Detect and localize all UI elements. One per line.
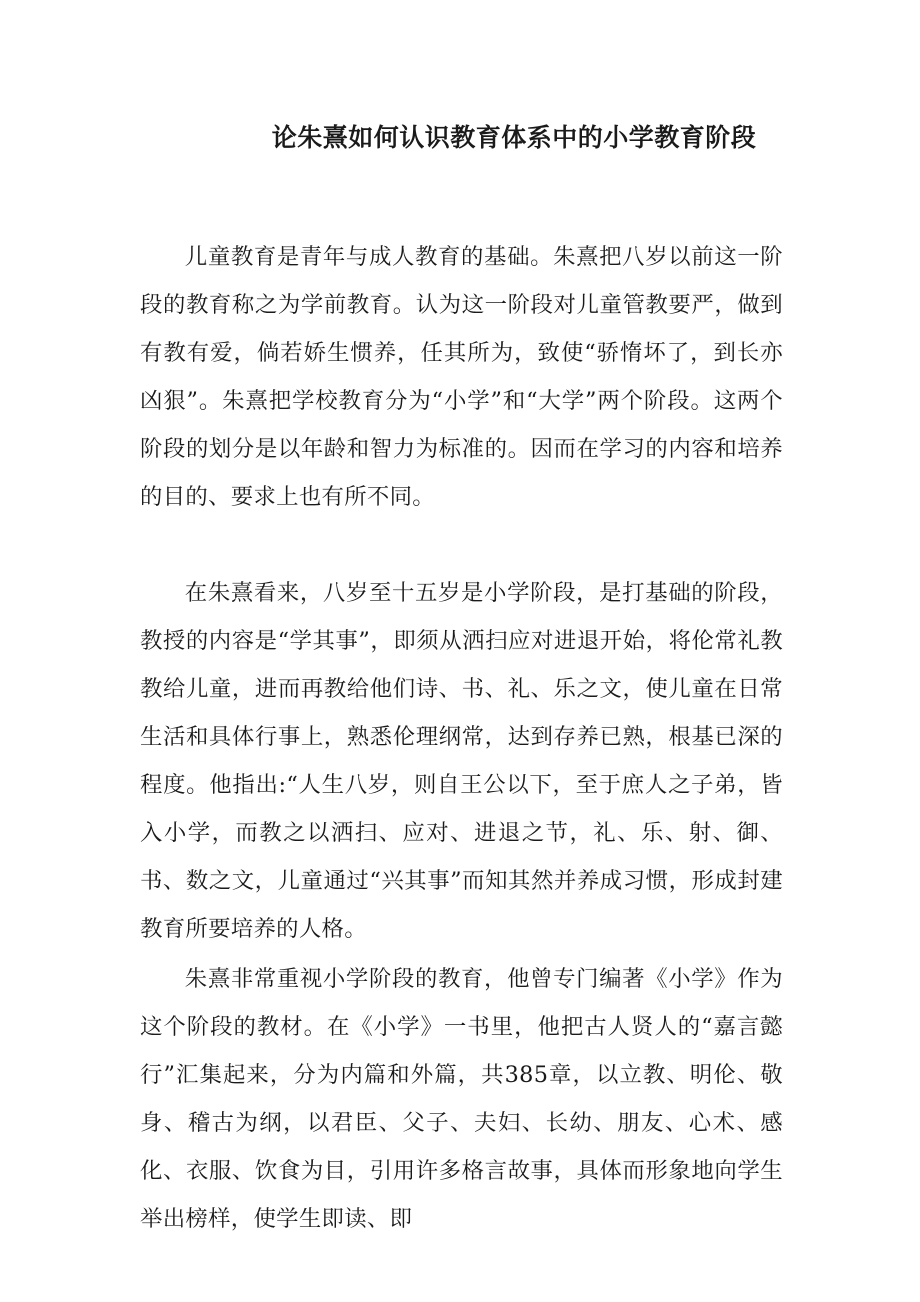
paragraph-2: 在朱熹看来，八岁至十五岁是小学阶段，是打基础的阶段，教授的内容是“学其事”，即须从洒扫应对进退开始，将伦常礼教教给儿童，进而再教给他们诗、书、礼、乐之文，使儿童在日常生活和具体行事上，熟悉伦理纲常，达到存养已熟，根基已深的程度。他指出:“人生八岁，则自王公以下，至于庶人之子弟，皆入小学，而教之以洒扫、应对、进退之节，礼、乐、射、御、书、数之文，儿童通过“兴其事”而知其然并养成习惯，形成封建教育所要培养的人格。: [140, 580, 783, 942]
paragraph-3: 朱熹非常重视小学阶段的教育，他曾专门编著《小学》作为这个阶段的教材。在《小学》一书里，他把古人贤人的“嘉言懿行”汇集起来，分为内篇和外篇，共385章，以立教、明伦、敬身、稽古为纲，以君臣、父子、夫妇、长幼、朋友、心术、感化、衣服、饮食为目，引用许多格言故事，具体而形象地向学生举出榜样，使学生即读、即: [140, 966, 783, 1232]
paragraph-1: 儿童教育是青年与成人教育的基础。朱熹把八岁以前这一阶段的教育称之为学前教育。认为这一阶段对儿童管教要严，做到有教有爱，倘若娇生惯养，任其所为，致使“骄惰坏了，到长亦凶狠”。朱熹把学校教育分为“小学”和“大学”两个阶段。这两个阶段的划分是以年龄和智力为标准的。因而在学习的内容和培养的目的、要求上也有所不同。: [140, 244, 783, 510]
document-title: 论朱熹如何认识教育体系中的小学教育阶段: [271, 123, 757, 152]
